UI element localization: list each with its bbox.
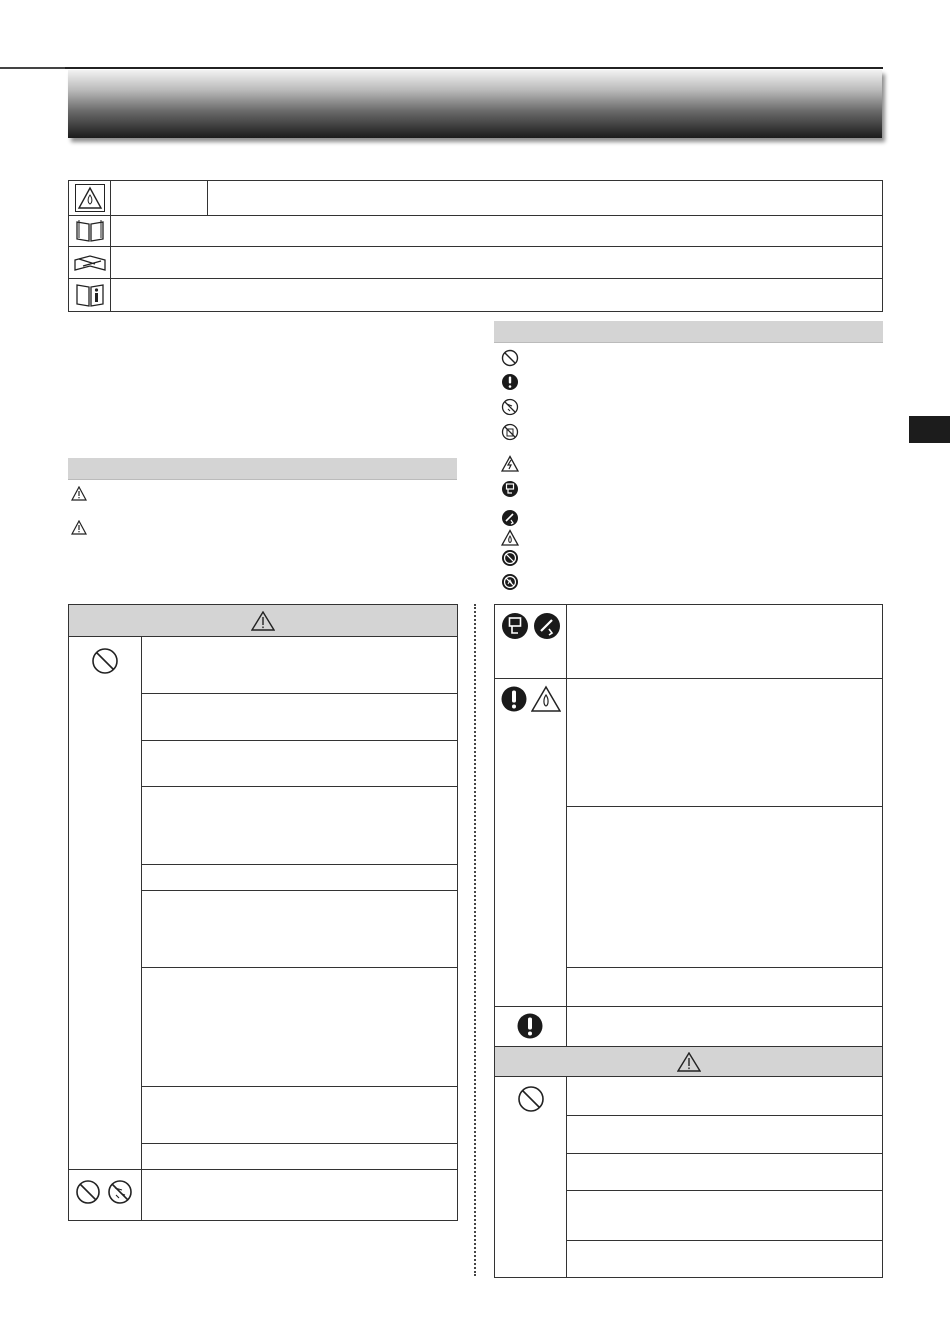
legend-description-cell bbox=[208, 181, 882, 215]
caution-triangle-icon bbox=[71, 520, 87, 535]
row-divider bbox=[566, 1115, 882, 1116]
warning-header-icon bbox=[251, 611, 275, 631]
no-touch-icon bbox=[500, 572, 520, 592]
prohibited-icon bbox=[75, 1179, 101, 1205]
mandatory-icon bbox=[517, 1012, 543, 1040]
row-divider bbox=[495, 1006, 882, 1007]
unplug-icon bbox=[501, 612, 529, 640]
header-rule bbox=[65, 67, 883, 69]
caution-icon-column bbox=[566, 1077, 567, 1277]
row-divider bbox=[141, 1086, 457, 1087]
row-divider bbox=[141, 693, 457, 694]
prohibited-icon bbox=[517, 1085, 545, 1113]
mandatory-icon bbox=[501, 685, 527, 713]
fire-hazard-icon bbox=[500, 528, 520, 548]
service-manual-icon bbox=[69, 247, 111, 278]
mandatory-icon bbox=[500, 372, 520, 392]
ground-icon bbox=[500, 508, 520, 528]
row-divider bbox=[566, 1153, 882, 1154]
row-divider bbox=[69, 1169, 457, 1170]
no-wet-hands-icon bbox=[500, 422, 520, 442]
language-tab bbox=[909, 416, 950, 443]
row-divider bbox=[141, 1143, 457, 1144]
row-divider bbox=[566, 1240, 882, 1241]
row-divider bbox=[566, 1190, 882, 1191]
legend-row-manual bbox=[69, 216, 882, 247]
ground-icon bbox=[533, 612, 561, 640]
legend-description-cell bbox=[111, 279, 882, 311]
mandatory-table bbox=[494, 604, 883, 1047]
symbols-section-header bbox=[494, 321, 883, 343]
warning-table-header bbox=[69, 605, 457, 637]
information-icon bbox=[69, 279, 111, 311]
mandatory-icon-column bbox=[566, 605, 567, 1046]
row-divider bbox=[141, 786, 457, 787]
column-separator bbox=[474, 604, 476, 1276]
row-divider bbox=[141, 967, 457, 968]
prohibited-icon bbox=[91, 647, 119, 675]
legend-description-cell bbox=[111, 247, 882, 278]
caution-header-icon bbox=[677, 1052, 701, 1072]
row-divider bbox=[495, 678, 882, 679]
header-rule-left bbox=[0, 67, 65, 69]
row-divider bbox=[141, 740, 457, 741]
legend-row-service-manual bbox=[69, 247, 882, 279]
caution-table bbox=[494, 1046, 883, 1278]
row-icons bbox=[501, 685, 561, 713]
fire-hazard-icon bbox=[531, 685, 561, 713]
no-disassemble-icon bbox=[500, 548, 520, 568]
legend-description-cell bbox=[111, 216, 882, 246]
row-divider bbox=[141, 890, 457, 891]
page-title-banner bbox=[68, 70, 882, 138]
operation-manual-icon bbox=[69, 216, 111, 246]
warning-triangle-icon bbox=[71, 486, 87, 501]
row-divider bbox=[141, 864, 457, 865]
flammable-warning-icon bbox=[69, 181, 111, 215]
electric-shock-icon bbox=[500, 454, 520, 474]
warning-table bbox=[68, 604, 458, 1221]
unplug-icon bbox=[500, 479, 520, 499]
prohibited-icon bbox=[500, 348, 520, 368]
row-divider bbox=[566, 806, 882, 807]
bottom-row-icons bbox=[75, 1179, 133, 1205]
caution-table-header bbox=[495, 1047, 882, 1077]
row-icons bbox=[501, 612, 561, 640]
warning-icon-column bbox=[141, 637, 142, 1220]
legend-label-cell bbox=[111, 181, 208, 215]
legend-row-information bbox=[69, 279, 882, 311]
symbol-legend-table bbox=[68, 180, 883, 312]
no-water-icon bbox=[107, 1179, 133, 1205]
legend-row-flammable bbox=[69, 181, 882, 216]
no-water-icon bbox=[500, 397, 520, 417]
row-divider bbox=[566, 967, 882, 968]
warnings-section-header bbox=[68, 458, 457, 480]
